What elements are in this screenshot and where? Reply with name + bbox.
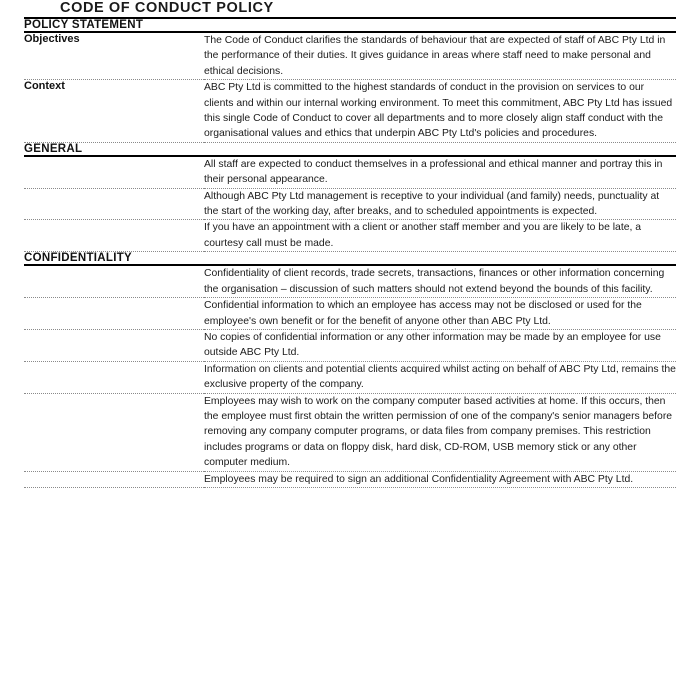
item-label <box>24 393 204 471</box>
table-row <box>24 361 676 393</box>
section-title: CONFIDENTIALITY <box>24 252 676 266</box>
table-row <box>24 188 676 220</box>
item-text: Information on clients and potential clients acquired whilst acting on behalf of ABC Pty Ltd, remains the exclusive property of the company. <box>204 361 676 393</box>
table-row <box>24 220 676 252</box>
item-text: All staff are expected to conduct themselves in a professional and ethical manner and portray this in their personal appearance. <box>204 156 676 188</box>
item-label <box>24 329 204 361</box>
table-row <box>24 329 676 361</box>
item-text: Employees may wish to work on the company computer based activities at home. If this occurs, then the employee must first obtain the written permission of one of the company's senior managers before removing any company computer programs, or data files from company premises. This restriction includes programs or data on floppy disk, hard disk, CD-ROM, USB memory stick or any other computer medium. <box>204 393 676 471</box>
item-text: No copies of confidential information or any other information may be made by an employee for use outside ABC Pty Ltd. <box>204 329 676 361</box>
item-text: Employees may be required to sign an additional Confidentiality Agreement with ABC Pty Ltd. <box>204 471 676 487</box>
item-label <box>24 471 204 487</box>
section-header-general <box>24 142 676 156</box>
item-text: Confidentiality of client records, trade secrets, transactions, finances or other information concerning the organisation – discussion of such matters should not extend beyond the bounds of this facility. <box>204 265 676 297</box>
item-text: If you have an appointment with a client or another staff member and you are likely to be late, a courtesy call must be made. <box>204 220 676 252</box>
section-header-confidentiality <box>24 252 676 266</box>
table-row <box>24 265 676 297</box>
item-text: The Code of Conduct clarifies the standards of behaviour that are expected of staff of ABC Pty Ltd in the performance of their duties. It gives guidance in areas where staff need to make personal and ethical decisions. <box>204 32 676 80</box>
table-row <box>24 471 676 487</box>
item-label: Objectives <box>24 32 204 80</box>
document-title: CODE OF CONDUCT POLICY <box>60 0 274 15</box>
section-title: GENERAL <box>24 142 676 156</box>
item-text: Confidential information to which an employee has access may not be disclosed or used for the employee's own benefit or for the benefit of anyone other than ABC Pty Ltd. <box>204 298 676 330</box>
section-title: POLICY STATEMENT <box>24 19 676 32</box>
item-label <box>24 156 204 188</box>
item-label <box>24 220 204 252</box>
item-label <box>24 188 204 220</box>
item-text: ABC Pty Ltd is committed to the highest standards of conduct in the provision on services to our clients and within our internal working environment. To meet this commitment, ABC Pty Ltd has issued this single Code of Conduct to cover all departments and to more closely align staff conduct with the organisational values and ethics that underpin ABC Pty Ltd's policies and procedures. <box>204 80 676 143</box>
item-label <box>24 361 204 393</box>
section-header-policy-statement <box>24 19 676 32</box>
table-row <box>24 80 676 143</box>
table-row <box>24 32 676 80</box>
policy-table <box>24 17 676 488</box>
item-text: Although ABC Pty Ltd management is receptive to your individual (and family) needs, punctuality at the start of the working day, after breaks, and to scheduled appointments is expected. <box>204 188 676 220</box>
item-label <box>24 298 204 330</box>
table-row <box>24 393 676 471</box>
table-row <box>24 298 676 330</box>
item-label <box>24 265 204 297</box>
item-label: Context <box>24 80 204 143</box>
table-row <box>24 156 676 188</box>
